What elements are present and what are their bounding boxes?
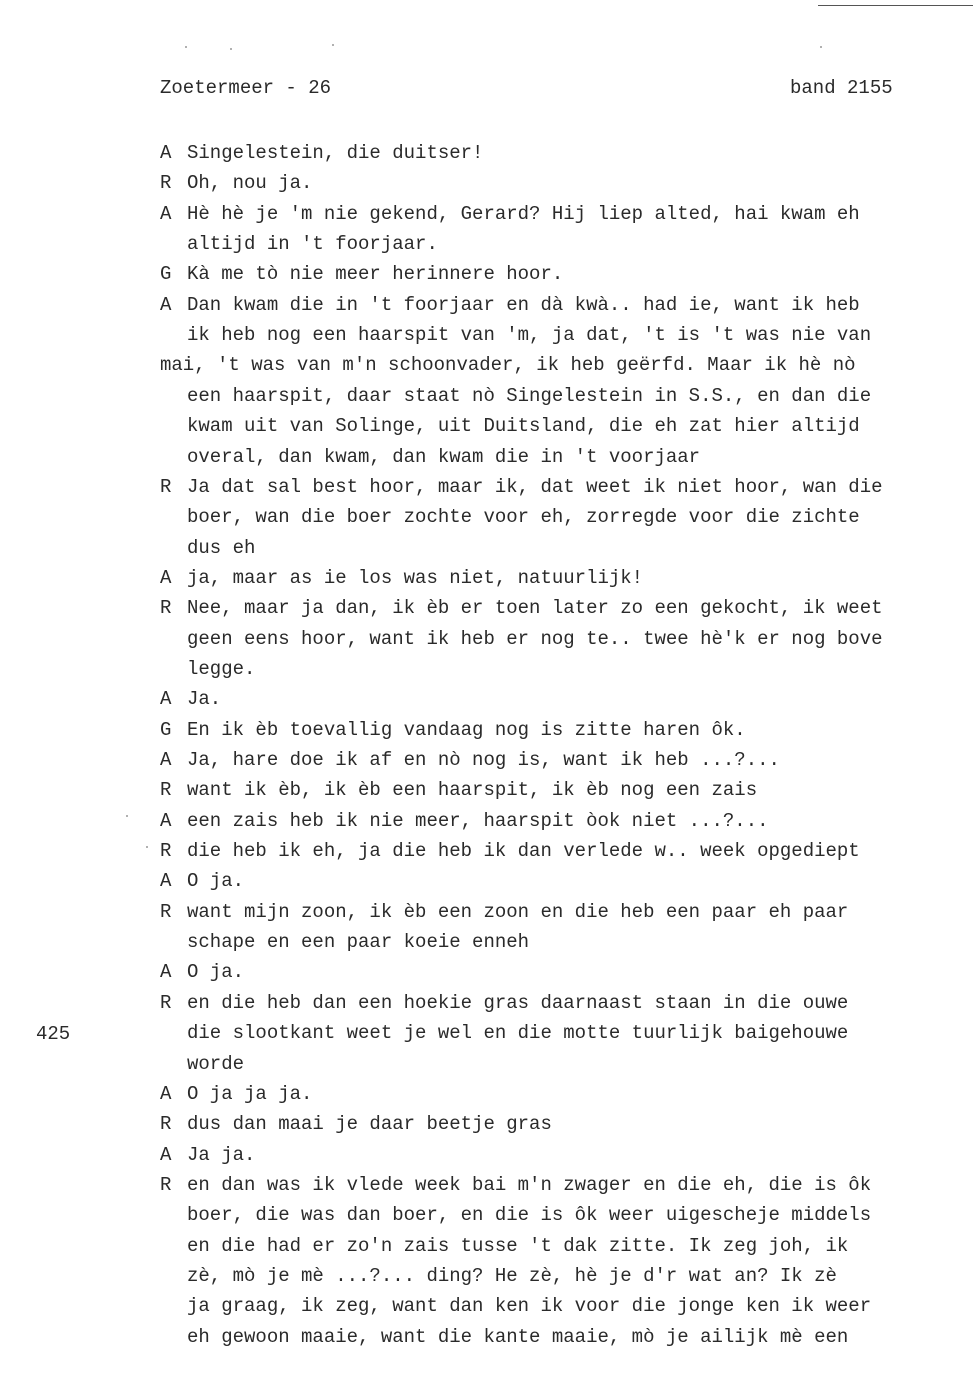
transcript-line bbox=[160, 1018, 848, 1048]
utterance-text: een haarspit, daar staat nò Singelestein in S.S., en dan die bbox=[187, 384, 872, 407]
transcript-line bbox=[160, 775, 757, 805]
utterance-text: geen eens hoor, want ik heb er nog te.. twee hè'k er nog bove bbox=[187, 627, 883, 650]
transcript-line bbox=[160, 715, 746, 745]
utterance-text: overal, dan kwam, dan kwam die in 't voorjaar bbox=[187, 445, 701, 468]
top-rule bbox=[818, 5, 973, 6]
speaker-code: A bbox=[160, 961, 172, 984]
transcript-line bbox=[160, 684, 221, 714]
speaker-code: A bbox=[160, 293, 172, 316]
transcript-line bbox=[160, 290, 860, 320]
utterance-text: Ja ja. bbox=[187, 1143, 256, 1166]
speaker-code: G bbox=[160, 718, 172, 741]
transcript-line bbox=[160, 654, 255, 684]
scan-speck bbox=[126, 815, 128, 817]
speaker-code: R bbox=[160, 1113, 172, 1136]
utterance-text: O ja. bbox=[187, 870, 245, 893]
speaker-code: A bbox=[160, 688, 172, 711]
speaker-code: A bbox=[160, 1082, 172, 1105]
transcript-line bbox=[160, 563, 643, 593]
utterance-text: schape en een paar koeie enneh bbox=[187, 931, 530, 954]
speaker-code: R bbox=[160, 991, 172, 1014]
utterance-text: boer, die was dan boer, en die is ôk weer uigescheje middels bbox=[187, 1204, 872, 1227]
transcript-line bbox=[160, 442, 700, 472]
utterance-text: boer, wan die boer zochte voor eh, zorregde voor die zichte bbox=[187, 506, 860, 529]
transcript-line bbox=[160, 199, 860, 229]
speaker-code: G bbox=[160, 263, 172, 286]
utterance-text: Kà me tò nie meer herinnere hoor. bbox=[187, 263, 564, 286]
speaker-code: A bbox=[160, 749, 172, 771]
utterance-text: O ja ja ja. bbox=[187, 1082, 313, 1105]
transcript-line bbox=[160, 1170, 871, 1200]
page-header-location: Zoetermeer - 26 bbox=[160, 77, 332, 99]
transcript-line bbox=[160, 502, 860, 532]
scan-speck bbox=[230, 48, 232, 50]
transcript-line bbox=[160, 1261, 837, 1291]
utterance-text: en die heb dan een hoekie gras daarnaast staan in die ouwe bbox=[187, 991, 849, 1014]
speaker-code: A bbox=[160, 870, 172, 893]
speaker-code: R bbox=[160, 172, 172, 195]
transcript-line bbox=[160, 1079, 312, 1109]
transcript-line bbox=[160, 411, 860, 441]
transcript-line bbox=[160, 320, 871, 350]
utterance-text: kwam uit van Solinge, uit Duitsland, die eh zat hier altijd bbox=[187, 415, 860, 438]
transcript-line bbox=[160, 533, 255, 563]
utterance-text: legge. bbox=[187, 657, 256, 680]
scan-speck bbox=[820, 46, 822, 48]
transcript-line bbox=[160, 1322, 848, 1352]
transcript-line bbox=[160, 1140, 255, 1170]
utterance-text: dus eh bbox=[187, 536, 256, 559]
utterance-text: want ik èb, ik èb een haarspit, ik èb nog een zais bbox=[187, 779, 758, 802]
speaker-code: R bbox=[160, 840, 172, 863]
scan-speck bbox=[185, 46, 187, 48]
transcript-line bbox=[160, 836, 860, 866]
utterance-text: want mijn zoon, ik èb een zoon en die heb een paar eh paar bbox=[187, 900, 849, 923]
utterance-text: ja graag, ik zeg, want dan ken ik voor die jonge ken ik weer bbox=[187, 1295, 872, 1318]
utterance-text: Ja dat sal best hoor, maar ik, dat weet ik niet hoor, wan die bbox=[187, 475, 883, 498]
utterance-text: ja, maar as ie los was niet, natuurlijk! bbox=[187, 566, 644, 589]
speaker-code: R bbox=[160, 597, 172, 620]
margin-counter: 425 bbox=[36, 1023, 71, 1045]
speaker-code: R bbox=[160, 475, 172, 498]
utterance-text: O ja. bbox=[187, 961, 245, 984]
utterance-text: mai, 't was van m'n schoonvader, ik heb geërfd. Maar ik hè nò bbox=[160, 354, 856, 377]
speaker-code: A bbox=[160, 1143, 172, 1166]
transcript-line bbox=[160, 1291, 871, 1321]
utterance-text: zè, mò je mè ...?... ding? He zè, hè je d'r wat an? Ik zè bbox=[187, 1264, 837, 1287]
transcript-line bbox=[160, 988, 848, 1018]
transcript-line bbox=[160, 866, 244, 896]
utterance-text: ik heb nog een haarspit van 'm, ja dat, 't is 't was nie van bbox=[187, 324, 872, 347]
transcript-line bbox=[160, 1200, 871, 1230]
speaker-code: A bbox=[160, 202, 172, 225]
utterance-text: worde bbox=[187, 1052, 245, 1075]
transcript-line bbox=[160, 350, 856, 380]
transcript-line bbox=[160, 745, 780, 775]
transcript-line bbox=[160, 259, 563, 289]
transcript-line bbox=[160, 229, 438, 259]
transcript-line bbox=[160, 957, 244, 987]
speaker-code: A bbox=[160, 809, 172, 832]
utterance-text: Oh, nou ja. bbox=[187, 172, 313, 195]
speaker-code: R bbox=[160, 900, 172, 923]
utterance-text: Ja. bbox=[187, 688, 222, 711]
utterance-text: dus dan maai je daar beetje gras bbox=[187, 1113, 552, 1136]
speaker-code: R bbox=[160, 779, 172, 802]
speaker-code: A bbox=[160, 566, 172, 589]
transcript-line bbox=[160, 897, 848, 927]
scan-speck bbox=[146, 846, 148, 848]
utterance-text: Nee, maar ja dan, ik èb er toen later zo een gekocht, ik weet bbox=[187, 597, 883, 620]
transcript-line bbox=[160, 1231, 848, 1261]
transcript-line bbox=[160, 624, 883, 654]
scan-speck bbox=[332, 44, 334, 46]
speaker-code: A bbox=[160, 142, 172, 164]
transcript-line bbox=[160, 1049, 244, 1079]
utterance-text: altijd in 't foorjaar. bbox=[187, 233, 438, 256]
transcript-line bbox=[160, 806, 769, 836]
transcript-line bbox=[160, 381, 871, 411]
utterance-text: Hè hè je 'm nie gekend, Gerard? Hij liep alted, hai kwam eh bbox=[187, 202, 860, 225]
transcript-line bbox=[160, 927, 529, 957]
speaker-code: R bbox=[160, 1173, 172, 1196]
transcript-line bbox=[160, 593, 883, 623]
utterance-text: Ja, hare doe ik af en nò nog is, want ik heb ...?... bbox=[187, 749, 780, 771]
transcript-line bbox=[160, 1109, 552, 1139]
utterance-text: Singelestein, die duitser! bbox=[187, 142, 484, 164]
utterance-text: die slootkant weet je wel en die motte tuurlijk baigehouwe bbox=[187, 1022, 849, 1045]
utterance-text: En ik èb toevallig vandaag nog is zitte haren ôk. bbox=[187, 718, 746, 741]
utterance-text: een zais heb ik nie meer, haarspit òok niet ...?... bbox=[187, 809, 769, 832]
page-header-tape: band 2155 bbox=[790, 77, 893, 99]
utterance-text: eh gewoon maaie, want die kante maaie, mò je ailijk mè een bbox=[187, 1325, 849, 1348]
transcript-line bbox=[160, 168, 312, 198]
utterance-text: en die had er zo'n zais tusse 't dak zitte. Ik zeg joh, ik bbox=[187, 1234, 849, 1257]
transcript-line bbox=[160, 472, 883, 502]
transcript-line bbox=[160, 138, 483, 168]
utterance-text: Dan kwam die in 't foorjaar en dà kwà.. had ie, want ik heb bbox=[187, 293, 860, 316]
utterance-text: en dan was ik vlede week bai m'n zwager en die eh, die is ôk bbox=[187, 1173, 872, 1196]
utterance-text: die heb ik eh, ja die heb ik dan verlede w.. week opgediept bbox=[187, 840, 860, 863]
